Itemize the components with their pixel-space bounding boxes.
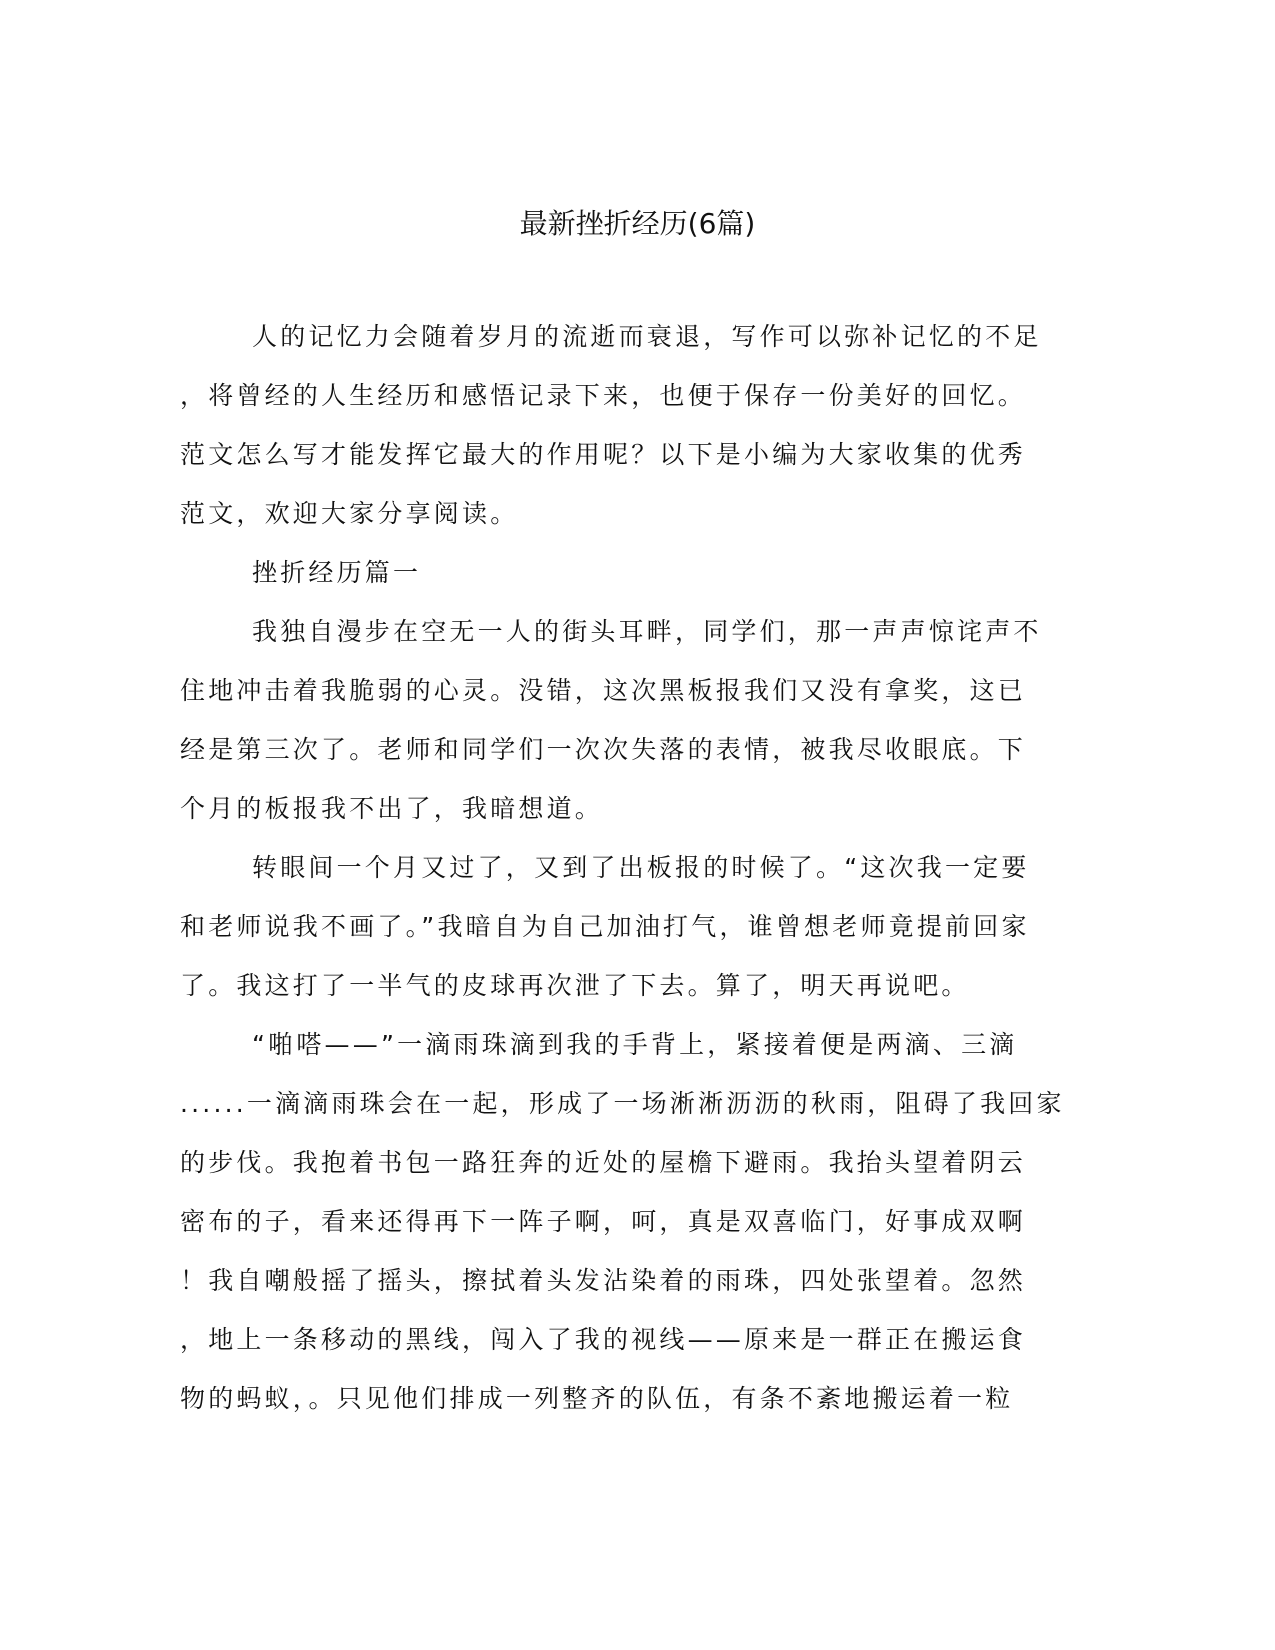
document-body — [180, 307, 1065, 1428]
text-line: 密布的子，看来还得再下一阵子啊，呵，真是双喜临门，好事成双啊 — [180, 1207, 1027, 1236]
text-line: 范文怎么写才能发挥它最大的作用呢？以下是小编为大家收集的优秀 — [180, 440, 1027, 469]
text-line: 经是第三次了。老师和同学们一次次失落的表情，被我尽收眼底。下 — [180, 735, 1027, 764]
text-line: ，将曾经的人生经历和感悟记录下来，也便于保存一份美好的回忆。 — [180, 381, 1027, 410]
text-line: 的步伐。我抱着书包一路狂奔的近处的屋檐下避雨。我抬头望着阴云 — [180, 1148, 1027, 1177]
text-line: 人的记忆力会随着岁月的流逝而衰退，写作可以弥补记忆的不足 — [252, 322, 1042, 351]
document-title: 最新挫折经历(6篇) — [519, 207, 756, 240]
text-line: 和老师说我不画了。”我暗自为自己加油打气，谁曾想老师竟提前回家 — [180, 912, 1030, 941]
text-line: ......一滴滴雨珠会在一起，形成了一场淅淅沥沥的秋雨，阻碍了我回家 — [180, 1089, 1065, 1118]
text-line: ！我自嘲般摇了摇头，擦拭着头发沾染着的雨珠，四处张望着。忽然 — [180, 1266, 1027, 1295]
text-line: 了。我这打了一半气的皮球再次泄了下去。算了，明天再说吧。 — [180, 971, 970, 1000]
text-line: ，地上一条移动的黑线，闯入了我的视线——原来是一群正在搬运食 — [180, 1325, 1027, 1354]
text-line: 住地冲击着我脆弱的心灵。没错，这次黑板报我们又没有拿奖，这已 — [180, 676, 1027, 705]
text-line: 我独自漫步在空无一人的街头耳畔，同学们，那一声声惊诧声不 — [252, 617, 1042, 646]
text-line: 范文，欢迎大家分享阅读。 — [180, 499, 519, 528]
text-line: 转眼间一个月又过了，又到了出板报的时候了。“这次我一定要 — [252, 853, 1030, 882]
text-line: 挫折经历篇一 — [252, 558, 422, 587]
text-line: “啪嗒——”一滴雨珠滴到我的手背上，紧接着便是两滴、三滴 — [252, 1030, 1018, 1059]
text-line: 物的蚂蚁，。只见他们排成一列整齐的队伍，有条不紊地搬运着一粒 — [180, 1384, 1014, 1413]
text-line: 个月的板报我不出了，我暗想道。 — [180, 794, 604, 823]
